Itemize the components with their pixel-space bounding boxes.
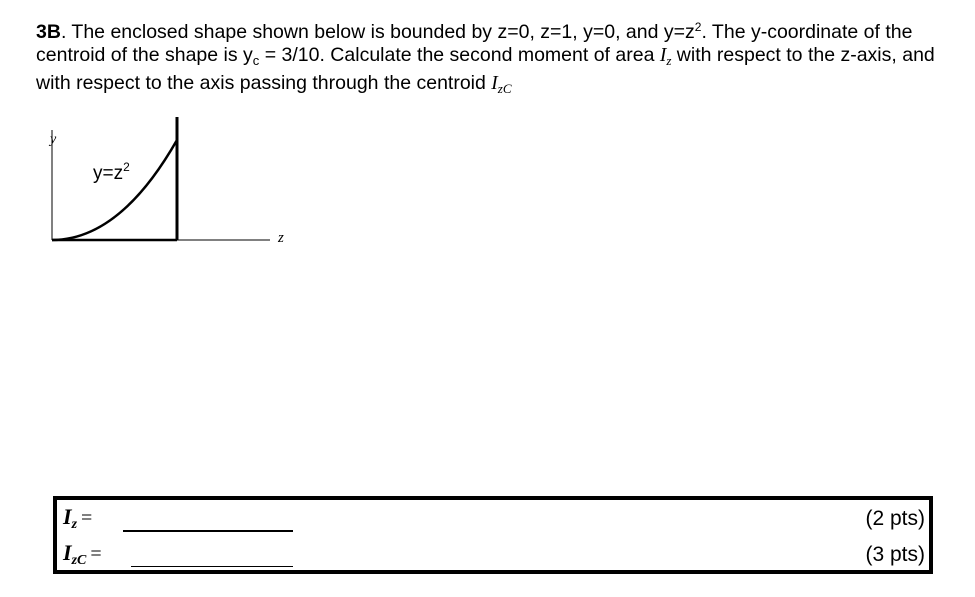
problem-text-c: = 3/10. Calculate the second moment of area [259,44,660,66]
iz-subscript: z [666,53,672,68]
problem-text-a: . The enclosed shape shown below is bounded by z=0, z=1, y=0, and y=z [60,21,695,43]
answer-row-izc [63,540,102,570]
answer-row-iz [63,504,92,534]
shape-figure [40,112,300,262]
answer-iz-equals: = [81,507,93,529]
problem-text-d: with respect to the z-axis, and with respect to the axis passing through the centroid [36,44,935,94]
shape-diagram [40,112,300,262]
problem-text-b: . The y-coordinate of the centroid of the shape is y [36,21,913,66]
answer-izc-blank[interactable] [131,566,293,567]
izc-symbol: I [491,73,498,94]
answer-izc-subscript: zC [71,553,87,568]
points-iz: (2 pts) [865,507,925,530]
problem-statement [36,16,941,100]
y-axis-label: y [50,132,57,147]
centroid-subscript: c [252,53,260,68]
iz-symbol: I [659,45,667,66]
answer-izc-equals: = [90,543,102,565]
answer-box [53,496,933,574]
problem-number: 3B [36,21,61,43]
answer-izc-symbol [63,540,86,569]
parabola-curve [52,140,177,240]
answer-iz-symbol [63,504,77,533]
answer-iz-blank[interactable] [123,530,293,532]
answer-iz-subscript: z [71,517,78,532]
answer-izc-letter: I [63,540,72,565]
points-izc: (3 pts) [865,543,925,566]
answer-iz-letter: I [63,504,72,529]
curve-label [93,160,130,185]
izc-subscript: zC [497,81,512,96]
problem-exponent: 2 [694,20,702,34]
curve-label-exponent: 2 [123,160,130,174]
curve-label-text: y=z [93,163,124,184]
z-axis-label: z [278,230,284,246]
